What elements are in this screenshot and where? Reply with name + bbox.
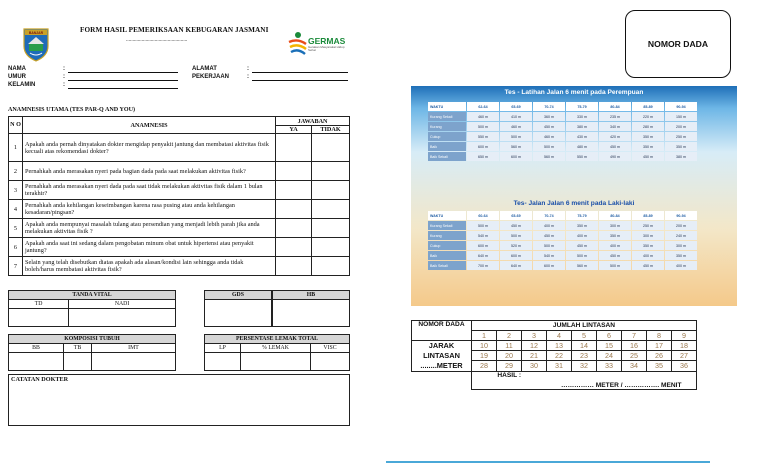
question-text: Apakah anda pernah dinyatakan dokter mengidap penyakit jantung dan membatasi aktivitas fisik kecuali atas rekomendasi dokter? [22,134,275,162]
hb-table [272,290,350,327]
lap-number-cell[interactable]: 4 [547,330,572,340]
lap-number-cell[interactable]: 13 [547,340,572,350]
hb-header: HB [273,291,350,300]
lap-number-cell[interactable]: 28 [472,361,497,371]
tb-value-cell[interactable] [64,353,92,371]
field-kelamin: KELAMIN : [8,82,65,88]
women-row: Baik 600 m 560 m 500 m 480 m 450 m 350 m 350 m [428,142,697,151]
lap-number-cell[interactable]: 8 [647,330,672,340]
germas-logo [286,30,348,62]
question-text: Apakah anda mempunyai masalah tulang atau persendian yang menjadi lebih parah jika anda melakukan aktivitas fisik ? [22,219,275,238]
lap-number-cell[interactable]: 5 [572,330,597,340]
lap-number-cell[interactable]: 36 [672,361,697,371]
col-header-tidak: TIDAK [312,126,350,134]
age-header-row: WAKTU 62-64 65-69 70-74 75-79 80-84 85-89 90-94 [428,102,697,111]
answer-ya-cell[interactable] [276,257,312,276]
lap-number-cell[interactable]: 29 [497,361,522,371]
lap-number-cell[interactable]: 34 [622,361,647,371]
pekerjaan-input-line[interactable] [252,74,348,81]
lap-number-cell[interactable]: 20 [497,350,522,360]
lap-number-cell[interactable]: 7 [622,330,647,340]
lap-number-cell[interactable]: 15 [597,340,622,350]
lemak-pct-label: % LEMAK [241,344,311,353]
answer-tidak-cell[interactable] [312,238,350,257]
lap-number-cell[interactable]: 25 [622,350,647,360]
hb-value-cell[interactable] [273,300,350,327]
lap-number-cell[interactable]: 21 [522,350,547,360]
age-header-row: WAKTU 60-64 65-69 70-74 75-79 80-84 85-89 90-94 [428,211,697,220]
answer-ya-cell[interactable] [276,162,312,181]
field-pekerjaan: PEKERJAAN : [192,74,249,80]
answer-tidak-cell[interactable] [312,257,350,276]
lap-number-cell[interactable]: 33 [597,361,622,371]
hasil-label: HASIL : [472,371,547,389]
lemak-header: PERSENTASE LEMAK TOTAL [205,335,350,344]
lap-number-cell[interactable]: 6 [597,330,622,340]
gds-value-cell[interactable] [205,300,272,327]
question-row: 2 Pernahkah anda merasakan nyeri pada bagian dada pada saat melakukan aktivitas fisik? [9,162,350,181]
lap-number-cell[interactable]: 26 [647,350,672,360]
women-row: Cukup 550 m 500 m 460 m 430 m 420 m 350 m 250 m [428,132,697,141]
imt-label: IMT [92,344,176,353]
form-header [8,22,350,66]
komposisi-tubuh-table [8,334,176,371]
question-row: 4 Pernahkah anda kehilangan keseimbangan karena rasa pusing atau anda kehilangan kesadaran/pingsan? [9,200,350,219]
lp-label: LP [205,344,241,353]
col-header-ya: YA [276,126,312,134]
field-umur: UMUR : [8,74,65,80]
anamnesis-table [8,116,350,276]
question-row: 1 Apakah anda pernah dinyatakan dokter mengidap penyakit jantung dan membatasi aktivitas fisik kecuali atas rekomendasi dokter? [9,134,350,162]
alamat-input-line[interactable] [252,66,348,73]
alamat-label: ALAMAT [192,66,217,72]
regency-emblem-logo [22,26,50,62]
lap-number-cell[interactable]: 17 [647,340,672,350]
catatan-dokter-label: CATATAN DOKTER [11,376,69,383]
lemak-pct-value-cell[interactable] [241,353,311,371]
lap-number-cell[interactable]: 30 [522,361,547,371]
jarak-lintasan-label: JARAK LINTASAN ........METER [412,340,472,371]
kelamin-label: KELAMIN [8,82,36,88]
nadi-value-cell[interactable] [69,309,176,327]
germas-subtitle: Gerakan Masyarakat Hidup Sehat [308,45,345,53]
lap-number-cell[interactable]: 12 [522,340,547,350]
question-text: Pernahkah anda merasakan nyeri dada pada saat tidak melakukan aktivitas fisik dalam 1 bulan terakhir? [22,181,275,200]
question-text: Selain yang telah disebutkan diatas apakah ada alasan/kondisi lain sehingga anda tidak boleh/harus membatasi aktivitas fisik? [22,257,275,276]
question-row: 7 Selain yang telah disebutkan diatas apakah ada alasan/kondisi lain sehingga anda tidak boleh/harus membatasi aktivitas fisik? [9,257,350,276]
answer-tidak-cell[interactable] [312,219,350,238]
men-row: Cukup 600 m 520 m 500 m 450 m 400 m 350 m 300 m [428,241,697,250]
answer-ya-cell[interactable] [276,200,312,219]
women-row: Kurang 500 m 460 m 450 m 380 m 340 m 280 m 200 m [428,122,697,131]
hasil-meter-menit[interactable]: …………… METER / ……………. MENIT [547,371,697,389]
form-title: FORM HASIL PEMERIKSAAN KEBUGARAN JASMANI [80,26,269,34]
question-text: Apakah anda saat ini sedang dalam pengobatan minum obat untuk hipertensi atau penyakit jantung? [22,238,275,257]
form-subtitle-dots: ............................................... [126,37,188,43]
anamnesis-section-title: ANAMNESIS UTAMA (TES PAR-Q AND YOU) [8,107,136,113]
td-label: TD [9,300,69,309]
catatan-dokter-box[interactable] [8,374,350,426]
men-reference-table [427,210,698,271]
answer-tidak-cell[interactable] [312,181,350,200]
bb-label: BB [9,344,64,353]
lemak-table [204,334,350,371]
nomor-dada-box[interactable] [625,10,731,78]
question-text: Pernahkah anda kehilangan keseimbangan karena rasa pusing atau anda kehilangan kesadaran/pingsan? [22,200,275,219]
lap-number-cell[interactable]: 2 [497,330,522,340]
col-header-jawaban: JAWABAN [276,117,350,126]
imt-value-cell[interactable] [92,353,176,371]
field-nama: NAMA : [8,66,65,72]
germas-name: GERMAS [308,36,346,46]
lap-number-cell[interactable]: 27 [672,350,697,360]
nama-label: NAMA [8,66,26,72]
women-reference-table [427,101,698,162]
tanda-vital-table [8,290,176,327]
question-row: 5 Apakah anda mempunyai masalah tulang atau persendian yang menjadi lebih parah jika anda melakukan aktivitas fisik ? [9,219,350,238]
lap-number-cell[interactable]: 23 [572,350,597,360]
td-value-cell[interactable] [9,309,69,327]
lap-number-cell[interactable]: 10 [472,340,497,350]
germas-figure-icon [286,30,308,60]
lap-number-cell[interactable]: 9 [672,330,697,340]
answer-ya-cell[interactable] [276,219,312,238]
visc-value-cell[interactable] [311,353,350,371]
walk-test-reference-image [411,86,737,306]
question-text: Pernahkah anda merasakan nyeri pada bagian dada pada saat melakukan aktivitas fisik? [22,162,275,181]
men-row: Kurang Sekali 500 m 450 m 400 m 350 m 300 m 250 m 200 m [428,221,697,230]
women-table-title: Tes - Latihan Jalan 6 menit pada Perempuan [504,89,644,96]
lap-number-cell[interactable]: 22 [547,350,572,360]
lintasan-table [411,320,697,390]
lap-number-cell[interactable]: 14 [572,340,597,350]
gds-header: GDS [205,291,272,300]
col-header-no: N O [9,117,23,134]
komposisi-header: KOMPOSISI TUBUH [9,335,176,344]
umur-label: UMUR [8,74,26,80]
jumlah-lintasan-header: JUMLAH LINTASAN [472,321,697,331]
fitness-form [8,22,350,383]
men-row: Kurang 540 m 500 m 450 m 400 m 350 m 300 m 240 m [428,231,697,240]
lap-number-cell[interactable]: 1 [472,330,497,340]
lap-number-cell[interactable]: 16 [622,340,647,350]
answer-ya-cell[interactable] [276,238,312,257]
tanda-vital-header: TANDA VITAL [9,291,176,300]
answer-tidak-cell[interactable] [312,162,350,181]
answer-tidak-cell[interactable] [312,200,350,219]
tb-label: TB [64,344,92,353]
answer-tidak-cell[interactable] [312,134,350,162]
lap-number-cell[interactable]: 18 [672,340,697,350]
kelamin-input-line[interactable] [68,82,178,89]
women-row: Baik Sekali 650 m 600 m 560 m 550 m 490 m 450 m 380 m [428,152,697,161]
decorative-divider [386,461,710,463]
lap-number-cell[interactable]: 35 [647,361,672,371]
answer-ya-cell[interactable] [276,134,312,162]
nomor-dada-label: NOMOR DADA [647,39,709,49]
visc-label: VISC [311,344,350,353]
men-row: Baik Sekali 700 m 640 m 600 m 560 m 500 m 450 m 400 m [428,261,697,270]
question-row: 3 Pernahkah anda merasakan nyeri dada pada saat tidak melakukan aktivitas fisik dalam 1 bulan terakhir? [9,181,350,200]
lap-number-cell[interactable]: 32 [572,361,597,371]
umur-input-line[interactable] [68,74,178,81]
nadi-label: NADI [69,300,176,309]
men-row: Baik 640 m 600 m 540 m 500 m 450 m 400 m 350 m [428,251,697,260]
pekerjaan-label: PEKERJAAN [192,74,230,80]
lintasan-nomor-dada-label: NOMOR DADA [412,321,472,341]
women-row: Kurang Sekali 460 m 410 m 360 m 330 m 235 m 220 m 150 m [428,112,697,121]
lap-number-cell[interactable]: 19 [472,350,497,360]
lp-value-cell[interactable] [205,353,241,371]
field-alamat: ALAMAT : [192,66,249,72]
gds-table [204,290,272,327]
lap-number-cell[interactable]: 31 [547,361,572,371]
question-row: 6 Apakah anda saat ini sedang dalam pengobatan minum obat untuk hipertensi atau penyakit jantung? [9,238,350,257]
lap-number-cell[interactable]: 24 [597,350,622,360]
nama-input-line[interactable] [68,66,178,73]
men-table-title: Tes- Jalan Jalan 6 menit pada Laki-laki [513,200,635,207]
emblem-text: BANJAR [28,31,44,35]
answer-ya-cell[interactable] [276,181,312,200]
lap-number-cell[interactable]: 11 [497,340,522,350]
lap-number-cell[interactable]: 3 [522,330,547,340]
col-header-anamnesis: ANAMNESIS [22,117,275,134]
bb-value-cell[interactable] [9,353,64,371]
